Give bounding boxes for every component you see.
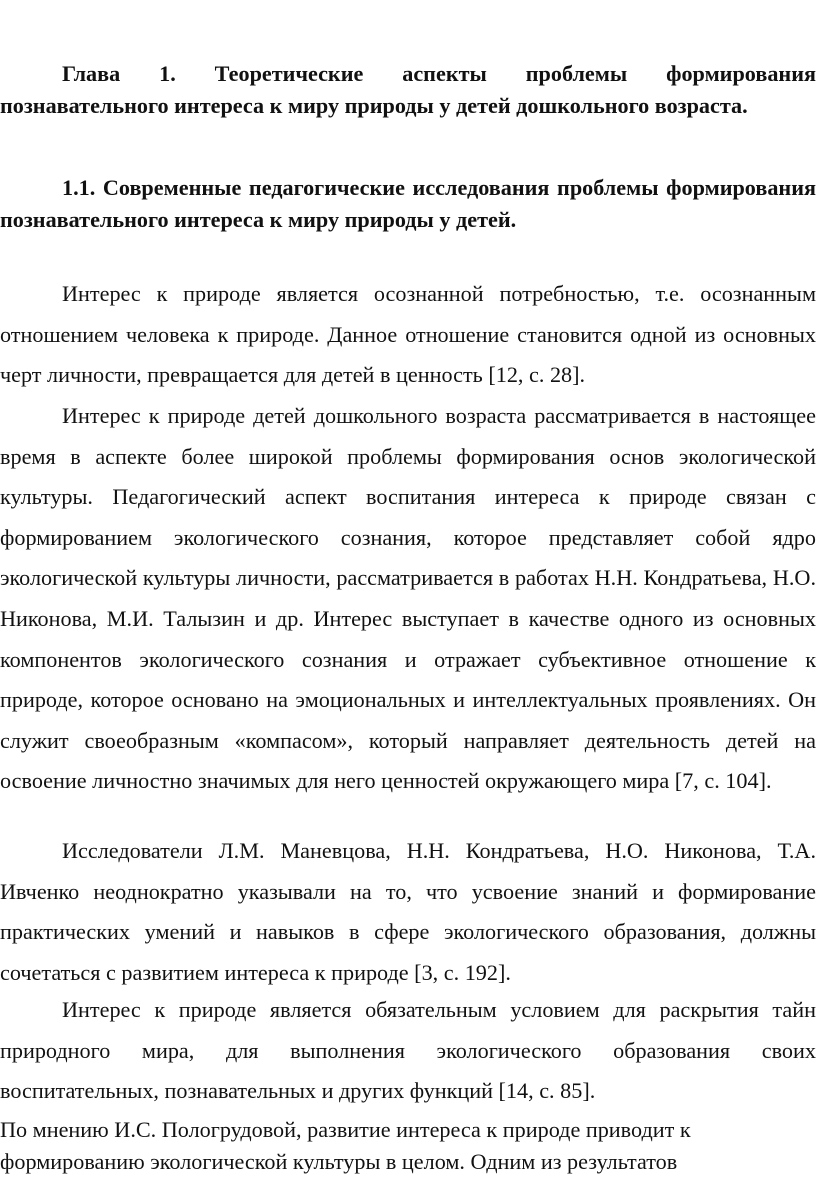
chapter-heading: Глава 1. Теоретические аспекты проблемы формирования познавательного интереса к миру природы у детей дошкольного возраста. [0,61,816,118]
body-paragraph-3: Исследователи Л.М. Маневцова, Н.Н. Кондратьева, Н.О. Никонова, Т.А. Ивченко неоднократно указывали на то, что усвоение знаний и формирование практических умений и навыков в сфере экологического образования, должны сочетаться с развитием интереса к природе [3, с. 192]. [0,838,816,985]
body-paragraph-2: Интерес к природе детей дошкольного возраста рассматривается в настоящее время в аспекте более широкой проблемы формирования основ экологической культуры. Педагогический аспект воспитания интереса к природе связан с формированием экологического сознания, которое представляет собой ядро экологической культуры личности, рассматривается в работах Н.Н. Кондратьева, Н.О. Никонова, М.И. Талызин и др. Интерес выступает в качестве одного из основных компонентов экологического сознания и отражает субъективное отношение к природе, которое основано на эмоциональных и интеллектуальных проявлениях. Он служит своеобразным «компасом», который направляет деятельность детей на освоение личностно значимых для него ценностей окружающего мира [7, с. 104]. [0,403,816,794]
body-paragraph-5: По мнению И.С. Пологрудовой, развитие интереса к природе приводит к формированию экологической культуры в целом. Одним из результатов [0,1117,691,1174]
section-heading: 1.1. Современные педагогические исследования проблемы формирования познавательного интереса к миру природы у детей. [0,175,816,232]
body-paragraph-4: Интерес к природе является обязательным условием для раскрытия тайн природного мира, для выполнения экологического образования своих воспитательных, познавательных и других функций [14, с. 85]. [0,997,816,1104]
body-paragraph-1: Интерес к природе является осознанной потребностью, т.е. осознанным отношением человека к природе. Данное отношение становится одной из основных черт личности, превращается для детей в ценность [12, с. 28]. [0,281,816,388]
